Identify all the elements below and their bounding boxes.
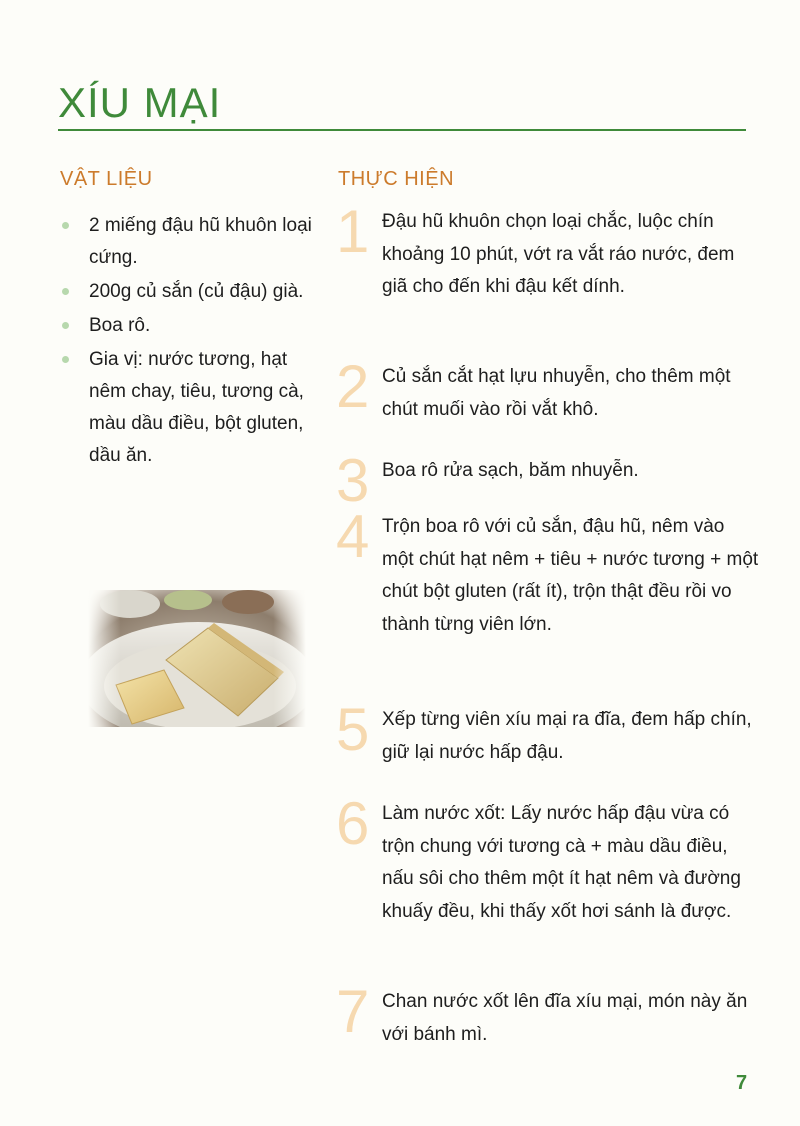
ingredient-item [62,276,312,308]
ingredients-list [62,210,312,474]
tofu-dish-image [88,590,306,727]
ingredient-item [62,210,312,274]
ingredient-item [62,344,312,472]
bullet-icon [62,222,69,229]
title-divider [58,129,746,131]
step-text: Làm nước xốt: Lấy nước hấp đậu vừa có trộn chung với tương cà + màu dầu điều, nấu sôi cho thêm một ít hạt nêm và đường khuấy đều, khi thấy xốt hơi sánh là được. [382,803,741,922]
ingredient-text: Boa rô. [89,315,151,336]
ingredients-heading: VẬT LIỆU [60,168,153,190]
step-number: 1 [336,198,370,265]
step-number: 6 [336,790,370,857]
page-number: 7 [736,1072,748,1094]
step-number: 3 [336,447,370,514]
bullet-icon [62,288,69,295]
ingredient-text: 200g củ sắn (củ đậu) già. [89,281,304,302]
steps-heading: THỰC HIỆN [338,168,455,190]
step-text: Xếp từng viên xíu mại ra đĩa, đem hấp chín, giữ lại nước hấp đậu. [382,709,752,763]
step-number: 5 [336,696,370,763]
step-text: Củ sắn cắt hạt lựu nhuyễn, cho thêm một chút muối vào rồi vắt khô. [382,366,731,420]
step-text: Chan nước xốt lên đĩa xíu mại, món này ăn với bánh mì. [382,991,748,1045]
ingredient-item [62,310,312,342]
step-text: Trộn boa rô với củ sắn, đậu hũ, nêm vào một chút hạt nêm + tiêu + nước tương + một chút bột gluten (rất ít), trộn thật đều rồi vo thành từng viên lớn. [382,516,759,635]
ingredient-text: 2 miếng đậu hũ khuôn loại cứng. [89,215,312,268]
dish-photo [88,590,306,727]
bullet-icon [62,356,69,363]
ingredient-text: Gia vị: nước tương, hạt nêm chay, tiêu, tương cà, màu dầu điều, bột gluten, dầu ăn. [89,349,304,466]
step-number: 4 [336,503,370,570]
step-number: 2 [336,353,370,420]
bullet-icon [62,322,69,329]
step-number: 7 [336,978,370,1045]
recipe-title: XÍU MẠI [58,79,222,126]
step-text: Boa rô rửa sạch, băm nhuyễn. [382,460,639,481]
step-text: Đậu hũ khuôn chọn loại chắc, luộc chín khoảng 10 phút, vớt ra vắt ráo nước, đem giã cho đến khi đậu kết dính. [382,211,735,297]
